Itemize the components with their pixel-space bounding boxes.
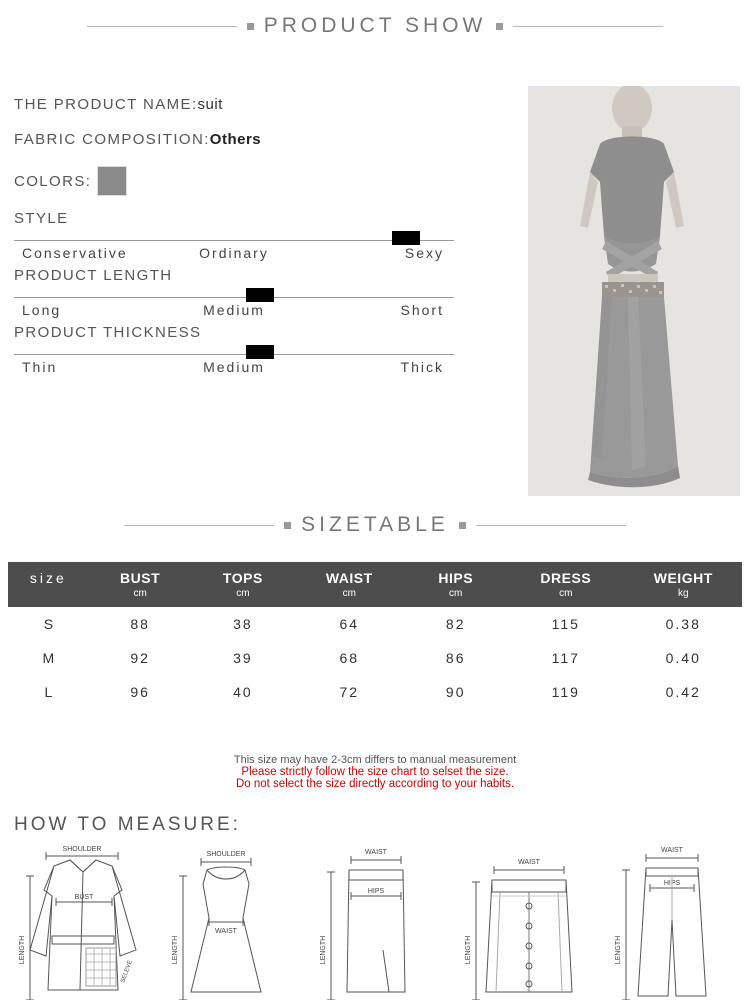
colors-label: COLORS: bbox=[14, 172, 92, 190]
cell-tops: 40 bbox=[233, 684, 253, 700]
cell-weight: 0.40 bbox=[665, 650, 701, 666]
cell-bust: 92 bbox=[130, 650, 150, 666]
product-name-label: THE PRODUCT NAME: bbox=[14, 96, 198, 113]
svg-text:HIPS: HIPS bbox=[663, 880, 681, 887]
divider-left bbox=[87, 26, 237, 27]
divider-left bbox=[124, 525, 274, 526]
scale-bar bbox=[14, 240, 454, 241]
scale-option: Conservative bbox=[22, 245, 128, 261]
measure-diagrams bbox=[8, 840, 742, 1000]
table-unit-row bbox=[8, 588, 742, 607]
scale-track bbox=[14, 229, 454, 243]
scale-option: Ordinary bbox=[199, 245, 269, 261]
table-row bbox=[8, 675, 742, 709]
cell-dress: 119 bbox=[551, 684, 580, 700]
scale-option: Thin bbox=[22, 359, 58, 375]
divider-right bbox=[476, 525, 626, 526]
diagram-shirt bbox=[8, 840, 148, 1000]
scale-options bbox=[14, 359, 454, 375]
size-notes bbox=[0, 754, 750, 790]
size-table-element bbox=[8, 562, 742, 709]
how-to-measure-title: HOW TO MEASURE: bbox=[14, 814, 241, 835]
cell-hips: 90 bbox=[445, 684, 466, 700]
scale-options bbox=[14, 302, 454, 318]
svg-text:SELEVE: SELEVE bbox=[120, 959, 134, 984]
square-bullet-icon bbox=[247, 23, 254, 30]
note-line-2: Please strictly follow the size chart to selset the size. bbox=[241, 766, 509, 778]
size-table bbox=[8, 562, 742, 709]
scale-product-thickness bbox=[14, 324, 454, 375]
scale-option: Sexy bbox=[404, 245, 444, 261]
fabric-row bbox=[14, 131, 494, 148]
svg-text:WAIST: WAIST bbox=[214, 928, 237, 935]
cell-bust: 88 bbox=[130, 616, 150, 632]
col-header-hips: HIPS bbox=[404, 562, 507, 588]
fabric-label: FABRIC COMPOSITION: bbox=[14, 131, 210, 148]
square-bullet-icon bbox=[284, 522, 291, 529]
svg-text:LENGTH: LENGTH bbox=[464, 935, 472, 965]
product-show-header bbox=[0, 14, 750, 38]
table-row bbox=[8, 641, 742, 675]
unit-size bbox=[8, 588, 89, 607]
col-header-weight: WEIGHT bbox=[625, 562, 742, 588]
square-bullet-icon bbox=[459, 522, 466, 529]
svg-text:HIPS: HIPS bbox=[367, 888, 385, 895]
cell-dress: 117 bbox=[551, 650, 580, 666]
product-name-row bbox=[14, 96, 494, 113]
unit-weight: kg bbox=[625, 588, 742, 607]
scale-marker bbox=[246, 345, 274, 359]
product-name-value: suit bbox=[197, 96, 223, 113]
note-line-1: This size may have 2-3cm differs to manual measurement bbox=[233, 754, 517, 766]
scale-option: Medium bbox=[203, 302, 265, 318]
model-illustration bbox=[528, 86, 740, 496]
svg-text:WAIST: WAIST bbox=[661, 847, 683, 854]
svg-text:BUST: BUST bbox=[74, 894, 94, 901]
scale-caption: PRODUCT LENGTH bbox=[14, 267, 173, 284]
table-row bbox=[8, 607, 742, 641]
cell-hips: 82 bbox=[445, 616, 466, 632]
cell-dress: 115 bbox=[551, 616, 580, 632]
cell-waist: 64 bbox=[339, 616, 360, 632]
cell-waist: 72 bbox=[339, 684, 360, 700]
unit-tops: cm bbox=[191, 588, 294, 607]
scale-option: Long bbox=[22, 302, 62, 318]
sizetable-header bbox=[0, 513, 750, 537]
svg-text:LENGTH: LENGTH bbox=[171, 935, 179, 965]
svg-text:LENGTH: LENGTH bbox=[320, 935, 327, 965]
note-line-3: Do not select the size directly according to your habits. bbox=[235, 778, 515, 790]
svg-text:WAIST: WAIST bbox=[517, 859, 540, 866]
cell-hips: 86 bbox=[445, 650, 466, 666]
divider-right bbox=[513, 26, 663, 27]
scale-option: Medium bbox=[203, 359, 265, 375]
col-header-tops: TOPS bbox=[191, 562, 294, 588]
section-title: SIZETABLE bbox=[301, 513, 449, 536]
scale-marker bbox=[246, 288, 274, 302]
unit-waist: cm bbox=[294, 588, 404, 607]
size-table-head bbox=[8, 562, 742, 607]
colors-row bbox=[14, 166, 494, 196]
diagram-skirt-short bbox=[454, 840, 594, 1000]
cell-tops: 38 bbox=[233, 616, 253, 632]
scale-option: Short bbox=[400, 302, 444, 318]
scale-option: Thick bbox=[400, 359, 444, 375]
col-header-bust: BUST bbox=[89, 562, 192, 588]
col-header-dress: DRESS bbox=[507, 562, 624, 588]
cell-bust: 96 bbox=[130, 684, 150, 700]
cell-weight: 0.38 bbox=[665, 616, 701, 632]
fabric-value: Others bbox=[209, 131, 262, 148]
cell-size: L bbox=[44, 684, 53, 700]
svg-text:LENGTH: LENGTH bbox=[19, 935, 26, 965]
cell-size: S bbox=[43, 616, 54, 632]
cell-size: M bbox=[42, 650, 55, 666]
color-swatch[interactable] bbox=[97, 166, 127, 196]
scale-caption: STYLE bbox=[14, 210, 69, 227]
square-bullet-icon bbox=[496, 23, 503, 30]
col-header-waist: WAIST bbox=[294, 562, 404, 588]
section-title: PRODUCT SHOW bbox=[263, 14, 487, 37]
diagram-skirt-long bbox=[305, 840, 445, 1000]
diagram-dress bbox=[157, 840, 297, 1000]
unit-dress: cm bbox=[507, 588, 624, 607]
table-header-row bbox=[8, 562, 742, 588]
unit-bust: cm bbox=[89, 588, 192, 607]
product-detail-page bbox=[0, 14, 750, 1000]
cell-tops: 39 bbox=[233, 650, 253, 666]
scale-options bbox=[14, 245, 454, 261]
scale-marker bbox=[392, 231, 420, 245]
scale-style bbox=[14, 210, 454, 261]
svg-text:SHOULDER: SHOULDER bbox=[62, 846, 102, 853]
scale-product-length bbox=[14, 267, 454, 318]
cell-waist: 68 bbox=[339, 650, 360, 666]
cell-weight: 0.42 bbox=[665, 684, 701, 700]
svg-text:LENGTH: LENGTH bbox=[615, 935, 622, 965]
diagram-pants bbox=[602, 840, 742, 1000]
size-table-body bbox=[8, 607, 742, 709]
scale-track bbox=[14, 343, 454, 357]
col-header-size: size bbox=[8, 562, 89, 588]
svg-text:WAIST: WAIST bbox=[365, 849, 387, 856]
product-info bbox=[14, 96, 494, 381]
unit-hips: cm bbox=[404, 588, 507, 607]
scale-bar bbox=[14, 354, 454, 355]
svg-text:SHOULDER: SHOULDER bbox=[206, 851, 245, 858]
scale-bar bbox=[14, 297, 454, 298]
product-model-image bbox=[528, 86, 740, 496]
scale-track bbox=[14, 286, 454, 300]
scale-caption: PRODUCT THICKNESS bbox=[14, 324, 202, 341]
